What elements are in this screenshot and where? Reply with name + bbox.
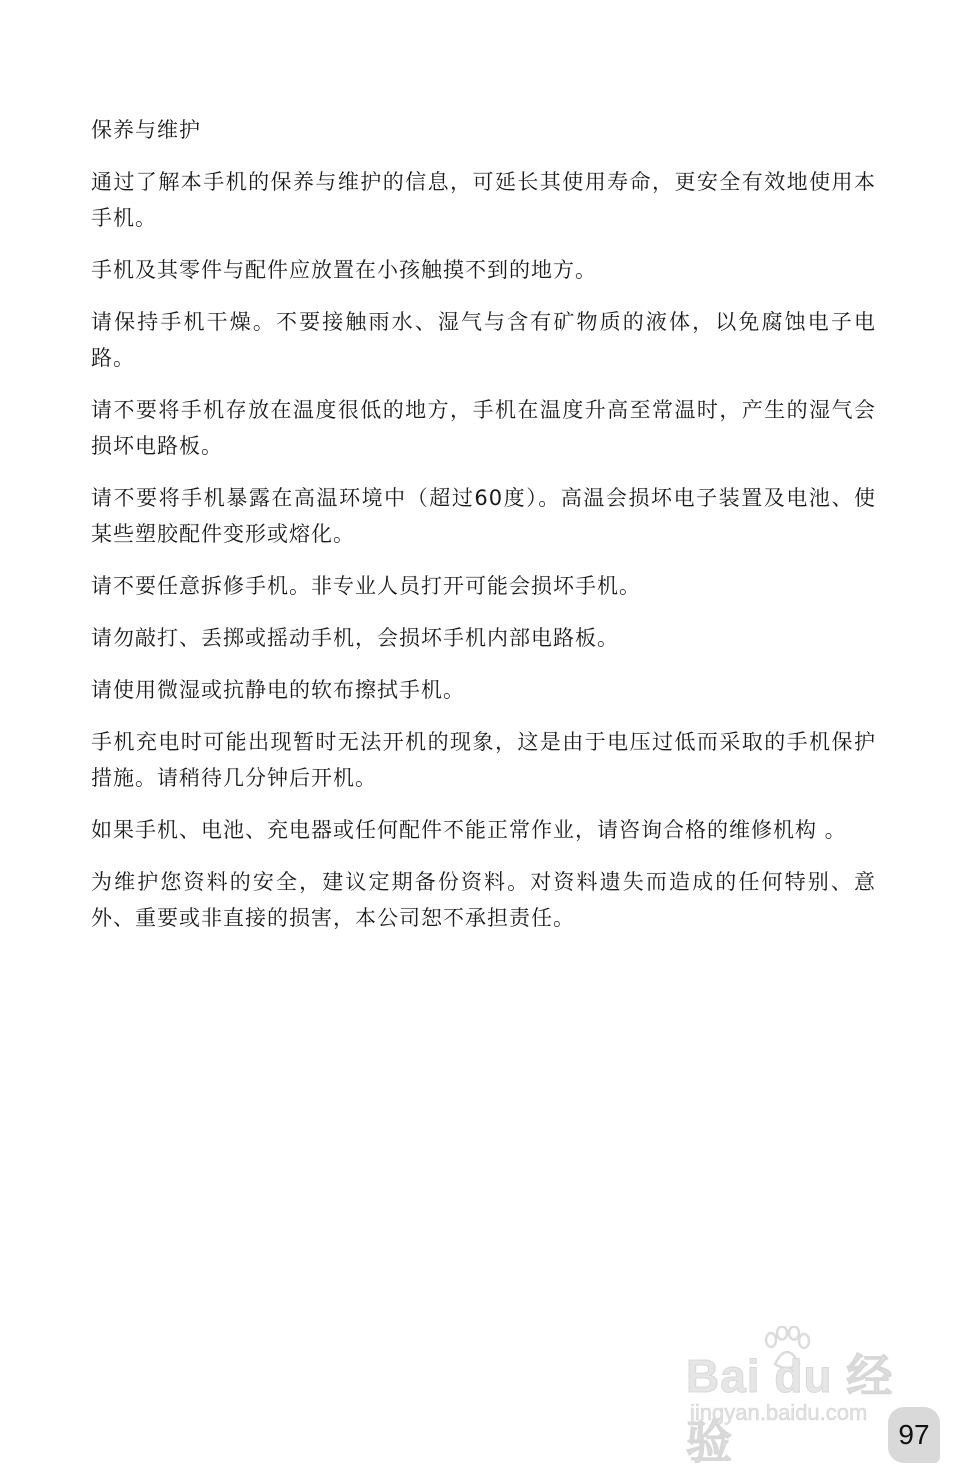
paragraph-backup: 为维护您资料的安全，建议定期备份资料。对资料遗失而造成的任何特别、意外、重要或非直接的损害，本公司恕不承担责任。 <box>91 870 876 930</box>
paragraph-impact: 请勿敲打、丢掷或摇动手机，会损坏手机内部电路板。 <box>91 626 619 650</box>
page-content <box>91 112 876 952</box>
paragraph-intro: 通过了解本手机的保养与维护的信息，可延长其使用寿命，更安全有效地使用本手机。 <box>91 170 876 230</box>
paragraph-cleaning: 请使用微湿或抗静电的软布擦拭手机。 <box>91 678 465 702</box>
paragraph-repair: 如果手机、电池、充电器或任何配件不能正常作业，请咨询合格的维修机构 。 <box>91 818 847 842</box>
watermark-logo-text: Bai du 经验 <box>686 1350 894 1468</box>
paragraph-high-temp: 请不要将手机暴露在高温环境中（超过60度）。高温会损坏电子装置及电池、使某些塑胶配件变形或熔化。 <box>91 486 876 546</box>
paragraph-children: 手机及其零件与配件应放置在小孩触摸不到的地方。 <box>91 258 597 282</box>
paragraph-charging: 手机充电时可能出现暂时无法开机的现象，这是由于电压过低而采取的手机保护措施。请稍待几分钟后开机。 <box>91 730 876 790</box>
watermark-url: jingyan.baidu.com <box>690 1400 868 1425</box>
page-number-badge: 97 <box>888 1407 940 1463</box>
section-heading: 保养与维护 <box>91 118 201 142</box>
paragraph-disassemble: 请不要任意拆修手机。非专业人员打开可能会损坏手机。 <box>91 574 641 598</box>
paragraph-dry: 请保持手机干燥。不要接触雨水、湿气与含有矿物质的液体，以免腐蚀电子电路。 <box>91 310 876 370</box>
paragraph-low-temp: 请不要将手机存放在温度很低的地方，手机在温度升高至常温时，产生的湿气会损坏电路板。 <box>91 398 876 458</box>
